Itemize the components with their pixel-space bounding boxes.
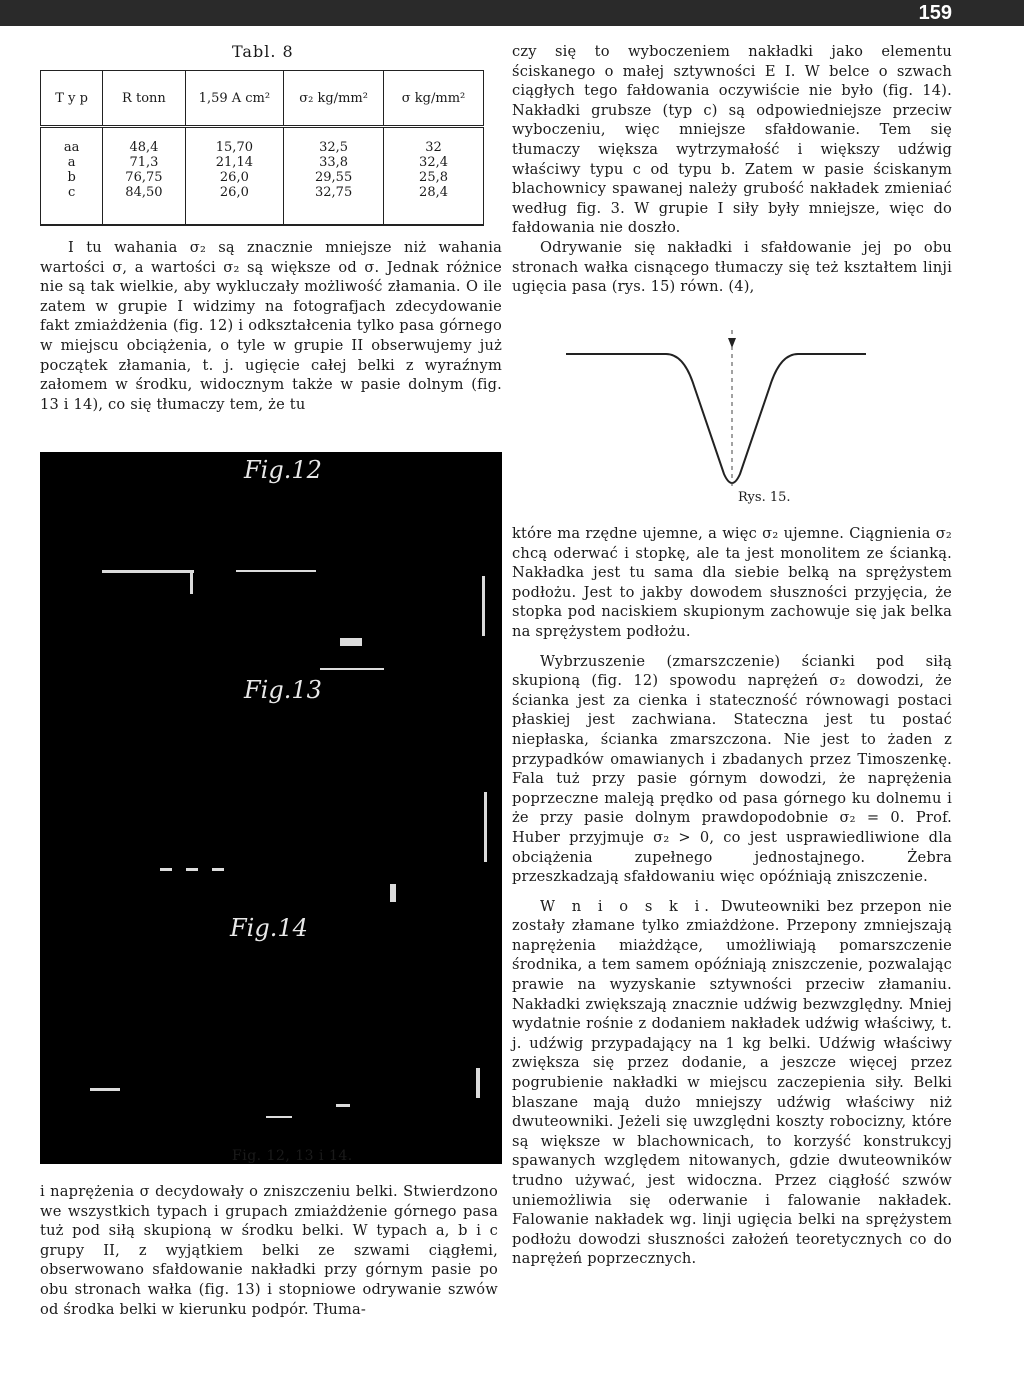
table-cell: a: [41, 155, 103, 170]
paragraph: czy się to wyboczeniem nakładki jako elementu ściskanego o małej sztywności E I. W belce o szwach ciągłych tego fałdowania oczywiście nie było (fig. 14). Nakładki grubsze (typ c) są odpowiedniejsze przeciw wyboczeniu, więc mniejsze sfałdowanie. Tem się tłumaczy większa wytrzymałość i większy udźwig właściwy typu c od typu b. Zatem w pasie ściskanym blachownicy spawanej należy grubość nakładek zmieniać według fig. 3. W grupie I siły były mniejsze, więc do fałdowania nie doszło.: [512, 43, 952, 237]
load-roller-mark: [340, 638, 362, 646]
table-cell: aa: [41, 127, 103, 156]
fig13-label: Fig.13: [244, 676, 322, 704]
table-cell: 25,8: [384, 170, 484, 185]
table-title: Tabl. 8: [232, 42, 294, 61]
deflection-curve-diagram: [566, 326, 866, 490]
deflection-curve: [566, 354, 866, 483]
beam-flange-mark: [90, 1088, 120, 1091]
beam-edge-mark: [390, 884, 396, 902]
load-arrow-icon: [728, 338, 736, 348]
table-cell: 71,3: [103, 155, 185, 170]
table-cell: 28,4: [384, 185, 484, 225]
data-table: [40, 70, 484, 226]
paragraph: Wybrzuszenie (zmarszczenie) ścianki pod siłą skupioną (fig. 12) spowodu naprężeń σ₂ dowodzi, że ścianka jest za cienka i stateczność równowagi postaci płaskiej jest zachwiana. Stateczna jest tu postać niepłaska, ścianka zmarszczona. Nie jest to żaden z przypadków omawianych i zbadanych przez Timoszenkę. Fala tuż przy pasie górnym dowodzi, że naprężenia poprzeczne maleją prędko od pasa górnego ku dolnemu i że przy pasie dolnym prawdopodobnie σ₂ = 0. Prof. Huber przyjmuje σ₂ > 0, co jest usprawiedliwione dla obciążenia zupełnego jednostajnego. Żebra przeszkadzają sfałdowaniu więc opóźniają zniszczenie.: [512, 652, 952, 886]
right-column-top: [512, 42, 952, 297]
table-cell: c: [41, 185, 103, 225]
figure-caption: Fig. 12, 13 i 14.: [232, 1148, 353, 1164]
table-cell: 48,4: [103, 127, 185, 156]
page-number: 159: [918, 2, 952, 24]
beam-flange-mark: [236, 570, 316, 572]
table-cell: 33,8: [284, 155, 384, 170]
column-header: σ₂ kg/mm²: [284, 71, 384, 127]
table-cell: 26,0: [185, 185, 284, 225]
beam-edge-mark: [484, 792, 487, 862]
paragraph: Odrywanie się nakładki i sfałdowanie jej po obu stronach wałka cisnącego tłumaczy się też kształtem linji ugięcia pasa (rys. 15) równ. (4),: [512, 238, 952, 296]
conclusions-paragraph: [512, 897, 952, 1269]
table-cell: 84,50: [103, 185, 185, 225]
column-header: T y p: [41, 71, 103, 127]
beam-flange-mark: [336, 1104, 350, 1107]
beam-flange-mark: [190, 570, 193, 594]
table-cell: 15,70: [185, 127, 284, 156]
beam-dash-mark: [160, 868, 172, 871]
table-cell: b: [41, 170, 103, 185]
table-cell: 26,0: [185, 170, 284, 185]
paragraph: i naprężenia σ decydowały o zniszczeniu belki. Stwierdzono we wszystkich typach i grupach zmiażdżenie górnego pasa tuż pod siłą skupioną w środku belki. W typach a, b i c grupy II, z wyjątkiem belki ze szwami ciągłemi, obserwowano sfałdowanie nakładki przy górnym pasie po obu stronach wałka (fig. 13) i stopniowe odrywanie szwów od środka belki w kierunku podpór. Tłuma-: [40, 1183, 498, 1318]
rys15-caption: Rys. 15.: [738, 490, 791, 505]
table-cell: 21,14: [185, 155, 284, 170]
right-column-bottom: [512, 524, 952, 1269]
column-header: σ kg/mm²: [384, 71, 484, 127]
column-header: R tonn: [103, 71, 185, 127]
table-row: [41, 170, 484, 185]
beam-flange-mark: [102, 570, 194, 573]
page-header-bar: [0, 0, 1024, 26]
beam-edge-mark: [476, 1068, 480, 1098]
table-cell: 29,55: [284, 170, 384, 185]
left-column-top: [40, 238, 502, 414]
beam-dash-mark: [212, 868, 224, 871]
conclusions-text: Dwuteowniki bez przepon nie zostały złamane tylko zmiażdżone. Przepony zmniejszają naprężenia miażdżące, umożliwiają pomarszczenie środnika, a tem samem opóźniają zniszczenie, pozwalając prawie na wyzyskanie sztywności przeciw złamaniu. Nakładki zwiększają znacznie udźwig bezwzględny. Mniej wydatnie rośnie z dodaniem nakładek udźwig właściwy, t. j. udźwig przypadający na 1 kg belki. Udźwig właściwy zwiększa się przez dodanie, a jeszcze więcej przez pogrubienie nakładki w miejscu zaczepienia siły. Belki blaszane mają dużo mniejszy udźwig właściwy niż dwuteowniki. Jeżeli się uwzględni koszty robocizny, które są większe w blachownicach, to korzyść konstrukcyj spawanych względem nitowanych, gdzie dwuteowników trudno używać, jest widoczna. Przez ciągłość szwów uniemożliwia się oderwanie i falowanie nakładek. Falowanie nakładek wg. linji ugięcia belki na sprężystem podłożu dowodzi słuszności założeń teoretycznych co do naprężeń poprzecznych.: [512, 897, 952, 1268]
beam-flange-mark: [266, 1116, 292, 1118]
table-row: [41, 155, 484, 170]
table-cell: 32,4: [384, 155, 484, 170]
paragraph: które ma rzędne ujemne, a więc σ₂ ujemne. Ciągnienia σ₂ chcą oderwać i stopkę, ale ta jest monolitem ze ścianką. Nakładka jest tu sama dla siebie belką na sprężystem podłożu. Jest to jakby dowodem słuszności przyjęcia, że stopka pod naciskiem skupionym zachowuje się jak belka na sprężystem podłożu.: [512, 525, 952, 640]
beam-flange-mark: [320, 668, 384, 670]
table-cell: 32,5: [284, 127, 384, 156]
table-cell: 32: [384, 127, 484, 156]
left-column-bottom: [40, 1182, 498, 1319]
beam-edge-mark: [482, 576, 485, 636]
photo-plate: [40, 452, 502, 1164]
table-header-row: [41, 71, 484, 127]
table-cell: 32,75: [284, 185, 384, 225]
paragraph: I tu wahania σ₂ są znacznie mniejsze niż wahania wartości σ, a wartości σ₂ są większe od σ. Jednak różnice nie są tak wielkie, aby wykluczały możliwość złamania. O ile zatem w grupie I widzimy na fotografjach zdecydowanie fakt zmiażdżenia (fig. 12) i odkształcenia tylko pasa górnego w miejscu obciążenia, o tyle w grupie II obserwujemy już początek złamania, t. j. ugięcie całej belki z wyraźnym załomem w środku, widocznym także w pasie dolnym (fig. 13 i 14), co się tłumaczy tem, że tu: [40, 239, 502, 413]
column-header: 1,59 A cm²: [185, 71, 284, 127]
conclusions-lead: W n i o s k i.: [540, 897, 714, 915]
table-cell: 76,75: [103, 170, 185, 185]
table-row: [41, 127, 484, 156]
table-row: [41, 185, 484, 225]
fig12-label: Fig.12: [244, 456, 322, 484]
fig14-label: Fig.14: [230, 914, 308, 942]
beam-dash-mark: [186, 868, 198, 871]
